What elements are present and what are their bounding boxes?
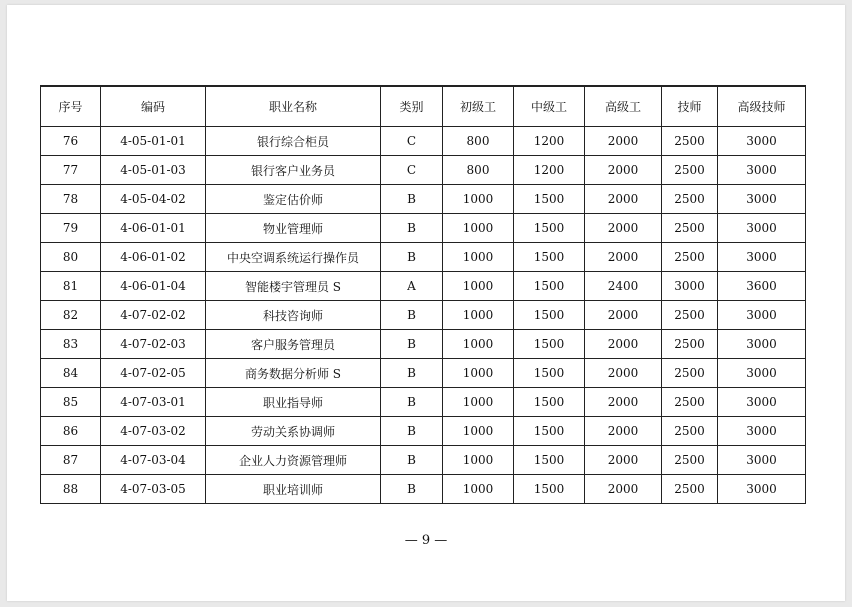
header-senior: 高级工 (585, 86, 662, 127)
table-row (41, 243, 806, 272)
cell-senior: 2000 (585, 446, 662, 475)
table-row (41, 359, 806, 388)
cell-senior: 2000 (585, 127, 662, 156)
cell-junior: 1000 (443, 330, 514, 359)
cell-index: 86 (41, 417, 101, 446)
cell-junior: 1000 (443, 301, 514, 330)
table-row (41, 417, 806, 446)
cell-senior-technician: 3000 (718, 127, 806, 156)
cell-index: 85 (41, 388, 101, 417)
cell-senior: 2000 (585, 359, 662, 388)
cell-code: 4-07-02-03 (101, 330, 206, 359)
table-row (41, 475, 806, 504)
cell-intermediate: 1500 (514, 272, 585, 301)
cell-senior-technician: 3600 (718, 272, 806, 301)
table-row (41, 388, 806, 417)
cell-occupation-name: 客户服务管理员 (206, 330, 381, 359)
cell-occupation-name: 中央空调系统运行操作员 (206, 243, 381, 272)
cell-junior: 1000 (443, 475, 514, 504)
cell-technician: 2500 (662, 127, 718, 156)
cell-code: 4-07-02-02 (101, 301, 206, 330)
cell-senior: 2000 (585, 156, 662, 185)
cell-category: B (381, 214, 443, 243)
cell-junior: 1000 (443, 272, 514, 301)
cell-senior-technician: 3000 (718, 359, 806, 388)
cell-intermediate: 1500 (514, 330, 585, 359)
table-row (41, 446, 806, 475)
cell-junior: 1000 (443, 417, 514, 446)
occupation-table (40, 85, 806, 504)
cell-technician: 2500 (662, 446, 718, 475)
table-row (41, 330, 806, 359)
cell-senior-technician: 3000 (718, 475, 806, 504)
table-header-row (41, 86, 806, 127)
header-technician: 技师 (662, 86, 718, 127)
cell-index: 79 (41, 214, 101, 243)
cell-index: 76 (41, 127, 101, 156)
cell-senior-technician: 3000 (718, 417, 806, 446)
cell-technician: 2500 (662, 475, 718, 504)
cell-occupation-name: 企业人力资源管理师 (206, 446, 381, 475)
cell-category: B (381, 359, 443, 388)
header-intermediate: 中级工 (514, 86, 585, 127)
cell-occupation-name: 物业管理师 (206, 214, 381, 243)
cell-intermediate: 1500 (514, 475, 585, 504)
cell-junior: 1000 (443, 446, 514, 475)
table-row (41, 185, 806, 214)
header-senior-technician: 高级技师 (718, 86, 806, 127)
table-body (41, 127, 806, 504)
cell-intermediate: 1500 (514, 446, 585, 475)
cell-category: B (381, 330, 443, 359)
cell-senior-technician: 3000 (718, 214, 806, 243)
cell-occupation-name: 银行综合柜员 (206, 127, 381, 156)
cell-category: C (381, 156, 443, 185)
cell-category: C (381, 127, 443, 156)
cell-technician: 3000 (662, 272, 718, 301)
header-index: 序号 (41, 86, 101, 127)
cell-technician: 2500 (662, 185, 718, 214)
cell-technician: 2500 (662, 243, 718, 272)
cell-occupation-name: 职业指导师 (206, 388, 381, 417)
cell-index: 80 (41, 243, 101, 272)
header-occupation-name: 职业名称 (206, 86, 381, 127)
cell-occupation-name: 劳动关系协调师 (206, 417, 381, 446)
cell-senior: 2000 (585, 185, 662, 214)
cell-technician: 2500 (662, 330, 718, 359)
cell-technician: 2500 (662, 214, 718, 243)
cell-senior: 2000 (585, 417, 662, 446)
cell-index: 78 (41, 185, 101, 214)
table-row (41, 156, 806, 185)
cell-code: 4-07-03-05 (101, 475, 206, 504)
cell-intermediate: 1500 (514, 359, 585, 388)
cell-senior: 2000 (585, 301, 662, 330)
cell-intermediate: 1200 (514, 156, 585, 185)
cell-senior: 2400 (585, 272, 662, 301)
cell-technician: 2500 (662, 156, 718, 185)
cell-senior: 2000 (585, 388, 662, 417)
cell-intermediate: 1500 (514, 214, 585, 243)
cell-category: B (381, 475, 443, 504)
cell-senior: 2000 (585, 214, 662, 243)
cell-senior-technician: 3000 (718, 156, 806, 185)
cell-index: 82 (41, 301, 101, 330)
cell-senior-technician: 3000 (718, 243, 806, 272)
cell-senior-technician: 3000 (718, 388, 806, 417)
cell-senior: 2000 (585, 475, 662, 504)
cell-code: 4-05-04-02 (101, 185, 206, 214)
cell-junior: 1000 (443, 359, 514, 388)
cell-intermediate: 1500 (514, 388, 585, 417)
cell-code: 4-05-01-03 (101, 156, 206, 185)
cell-senior-technician: 3000 (718, 185, 806, 214)
cell-junior: 800 (443, 156, 514, 185)
table-row (41, 127, 806, 156)
cell-occupation-name: 银行客户业务员 (206, 156, 381, 185)
cell-index: 81 (41, 272, 101, 301)
cell-category: B (381, 301, 443, 330)
cell-junior: 1000 (443, 185, 514, 214)
cell-code: 4-07-03-04 (101, 446, 206, 475)
header-junior: 初级工 (443, 86, 514, 127)
cell-technician: 2500 (662, 301, 718, 330)
cell-index: 88 (41, 475, 101, 504)
table-row (41, 301, 806, 330)
cell-index: 87 (41, 446, 101, 475)
cell-occupation-name: 职业培训师 (206, 475, 381, 504)
cell-intermediate: 1500 (514, 417, 585, 446)
cell-category: B (381, 417, 443, 446)
cell-junior: 1000 (443, 243, 514, 272)
cell-category: B (381, 243, 443, 272)
cell-technician: 2500 (662, 417, 718, 446)
cell-junior: 1000 (443, 214, 514, 243)
cell-senior: 2000 (585, 243, 662, 272)
cell-code: 4-05-01-01 (101, 127, 206, 156)
table-row (41, 272, 806, 301)
cell-category: B (381, 185, 443, 214)
cell-index: 77 (41, 156, 101, 185)
cell-technician: 2500 (662, 388, 718, 417)
cell-category: B (381, 388, 443, 417)
cell-junior: 1000 (443, 388, 514, 417)
table-row (41, 214, 806, 243)
cell-senior-technician: 3000 (718, 330, 806, 359)
cell-index: 83 (41, 330, 101, 359)
cell-category: B (381, 446, 443, 475)
cell-intermediate: 1500 (514, 185, 585, 214)
cell-code: 4-07-03-02 (101, 417, 206, 446)
cell-senior-technician: 3000 (718, 446, 806, 475)
cell-technician: 2500 (662, 359, 718, 388)
cell-occupation-name: 智能楼宇管理员 S (206, 272, 381, 301)
cell-code: 4-06-01-02 (101, 243, 206, 272)
cell-occupation-name: 鉴定估价师 (206, 185, 381, 214)
cell-code: 4-07-03-01 (101, 388, 206, 417)
cell-index: 84 (41, 359, 101, 388)
header-code: 编码 (101, 86, 206, 127)
cell-code: 4-07-02-05 (101, 359, 206, 388)
cell-code: 4-06-01-04 (101, 272, 206, 301)
page-number: — 9 — (404, 533, 448, 548)
cell-occupation-name: 科技咨询师 (206, 301, 381, 330)
cell-intermediate: 1500 (514, 301, 585, 330)
cell-senior-technician: 3000 (718, 301, 806, 330)
header-category: 类别 (381, 86, 443, 127)
cell-junior: 800 (443, 127, 514, 156)
cell-senior: 2000 (585, 330, 662, 359)
cell-intermediate: 1500 (514, 243, 585, 272)
document-page (7, 5, 845, 601)
cell-code: 4-06-01-01 (101, 214, 206, 243)
cell-occupation-name: 商务数据分析师 S (206, 359, 381, 388)
cell-intermediate: 1200 (514, 127, 585, 156)
cell-category: A (381, 272, 443, 301)
